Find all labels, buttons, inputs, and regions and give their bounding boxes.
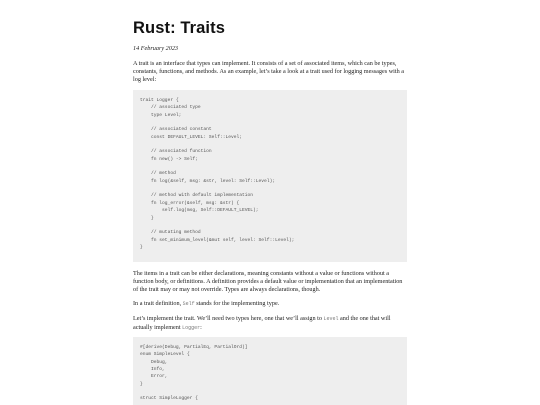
- self-paragraph-text-end: stands for the implementing type.: [194, 300, 280, 307]
- code-block-trait-logger: trait Logger { // associated type type Level; // associated constant const DEFAULT_LEVEL: Self::Level; // associated function fn new() -> Self; // method fn log(&self, msg: &str, level: Self::Level); // method with default implementation fn log_error(&self, msg: &str) { self.log(msg, Self::DEFAULT_LEVEL); } // mutating method fn set_minimum_level(&mut self, level: Self::Level); }: [133, 90, 407, 262]
- implement-paragraph-text-middle: and the one that will actually implement: [133, 315, 391, 331]
- inline-code-level: Level: [323, 316, 339, 322]
- self-paragraph-text-start: In a trait definition,: [133, 300, 183, 307]
- implement-paragraph-text-end: :: [200, 323, 202, 331]
- intro-paragraph: A trait is an interface that types can implement. It consists of a set of associated items, which can be types, constants, functions, and methods. As an example, let’s take a look at a trait used for logging messages with a log level:: [133, 60, 404, 83]
- inline-code-self: Self: [182, 301, 195, 307]
- page-title: Rust: Traits: [133, 19, 225, 37]
- implement-paragraph: [133, 315, 407, 333]
- post-date: 14 February 2023: [133, 45, 179, 52]
- implement-paragraph-text-start: Let’s implement the trait. We’ll need two types here, one that we’ll assign to: [133, 315, 324, 322]
- items-paragraph: The items in a trait can be either declarations, meaning constants without a value or functions without a function body, or definitions. A definition provides a default value or implementation that an implementation of the trait may or may not override. Types are always declarations, though.: [133, 270, 403, 293]
- code-block-simple-logger: #[derive(Debug, PartialEq, PartialOrd)] enum SimpleLevel { Debug, Info, Error, } struct SimpleLogger {: [133, 337, 407, 405]
- self-paragraph: [133, 300, 407, 309]
- inline-code-logger: Logger: [182, 324, 201, 331]
